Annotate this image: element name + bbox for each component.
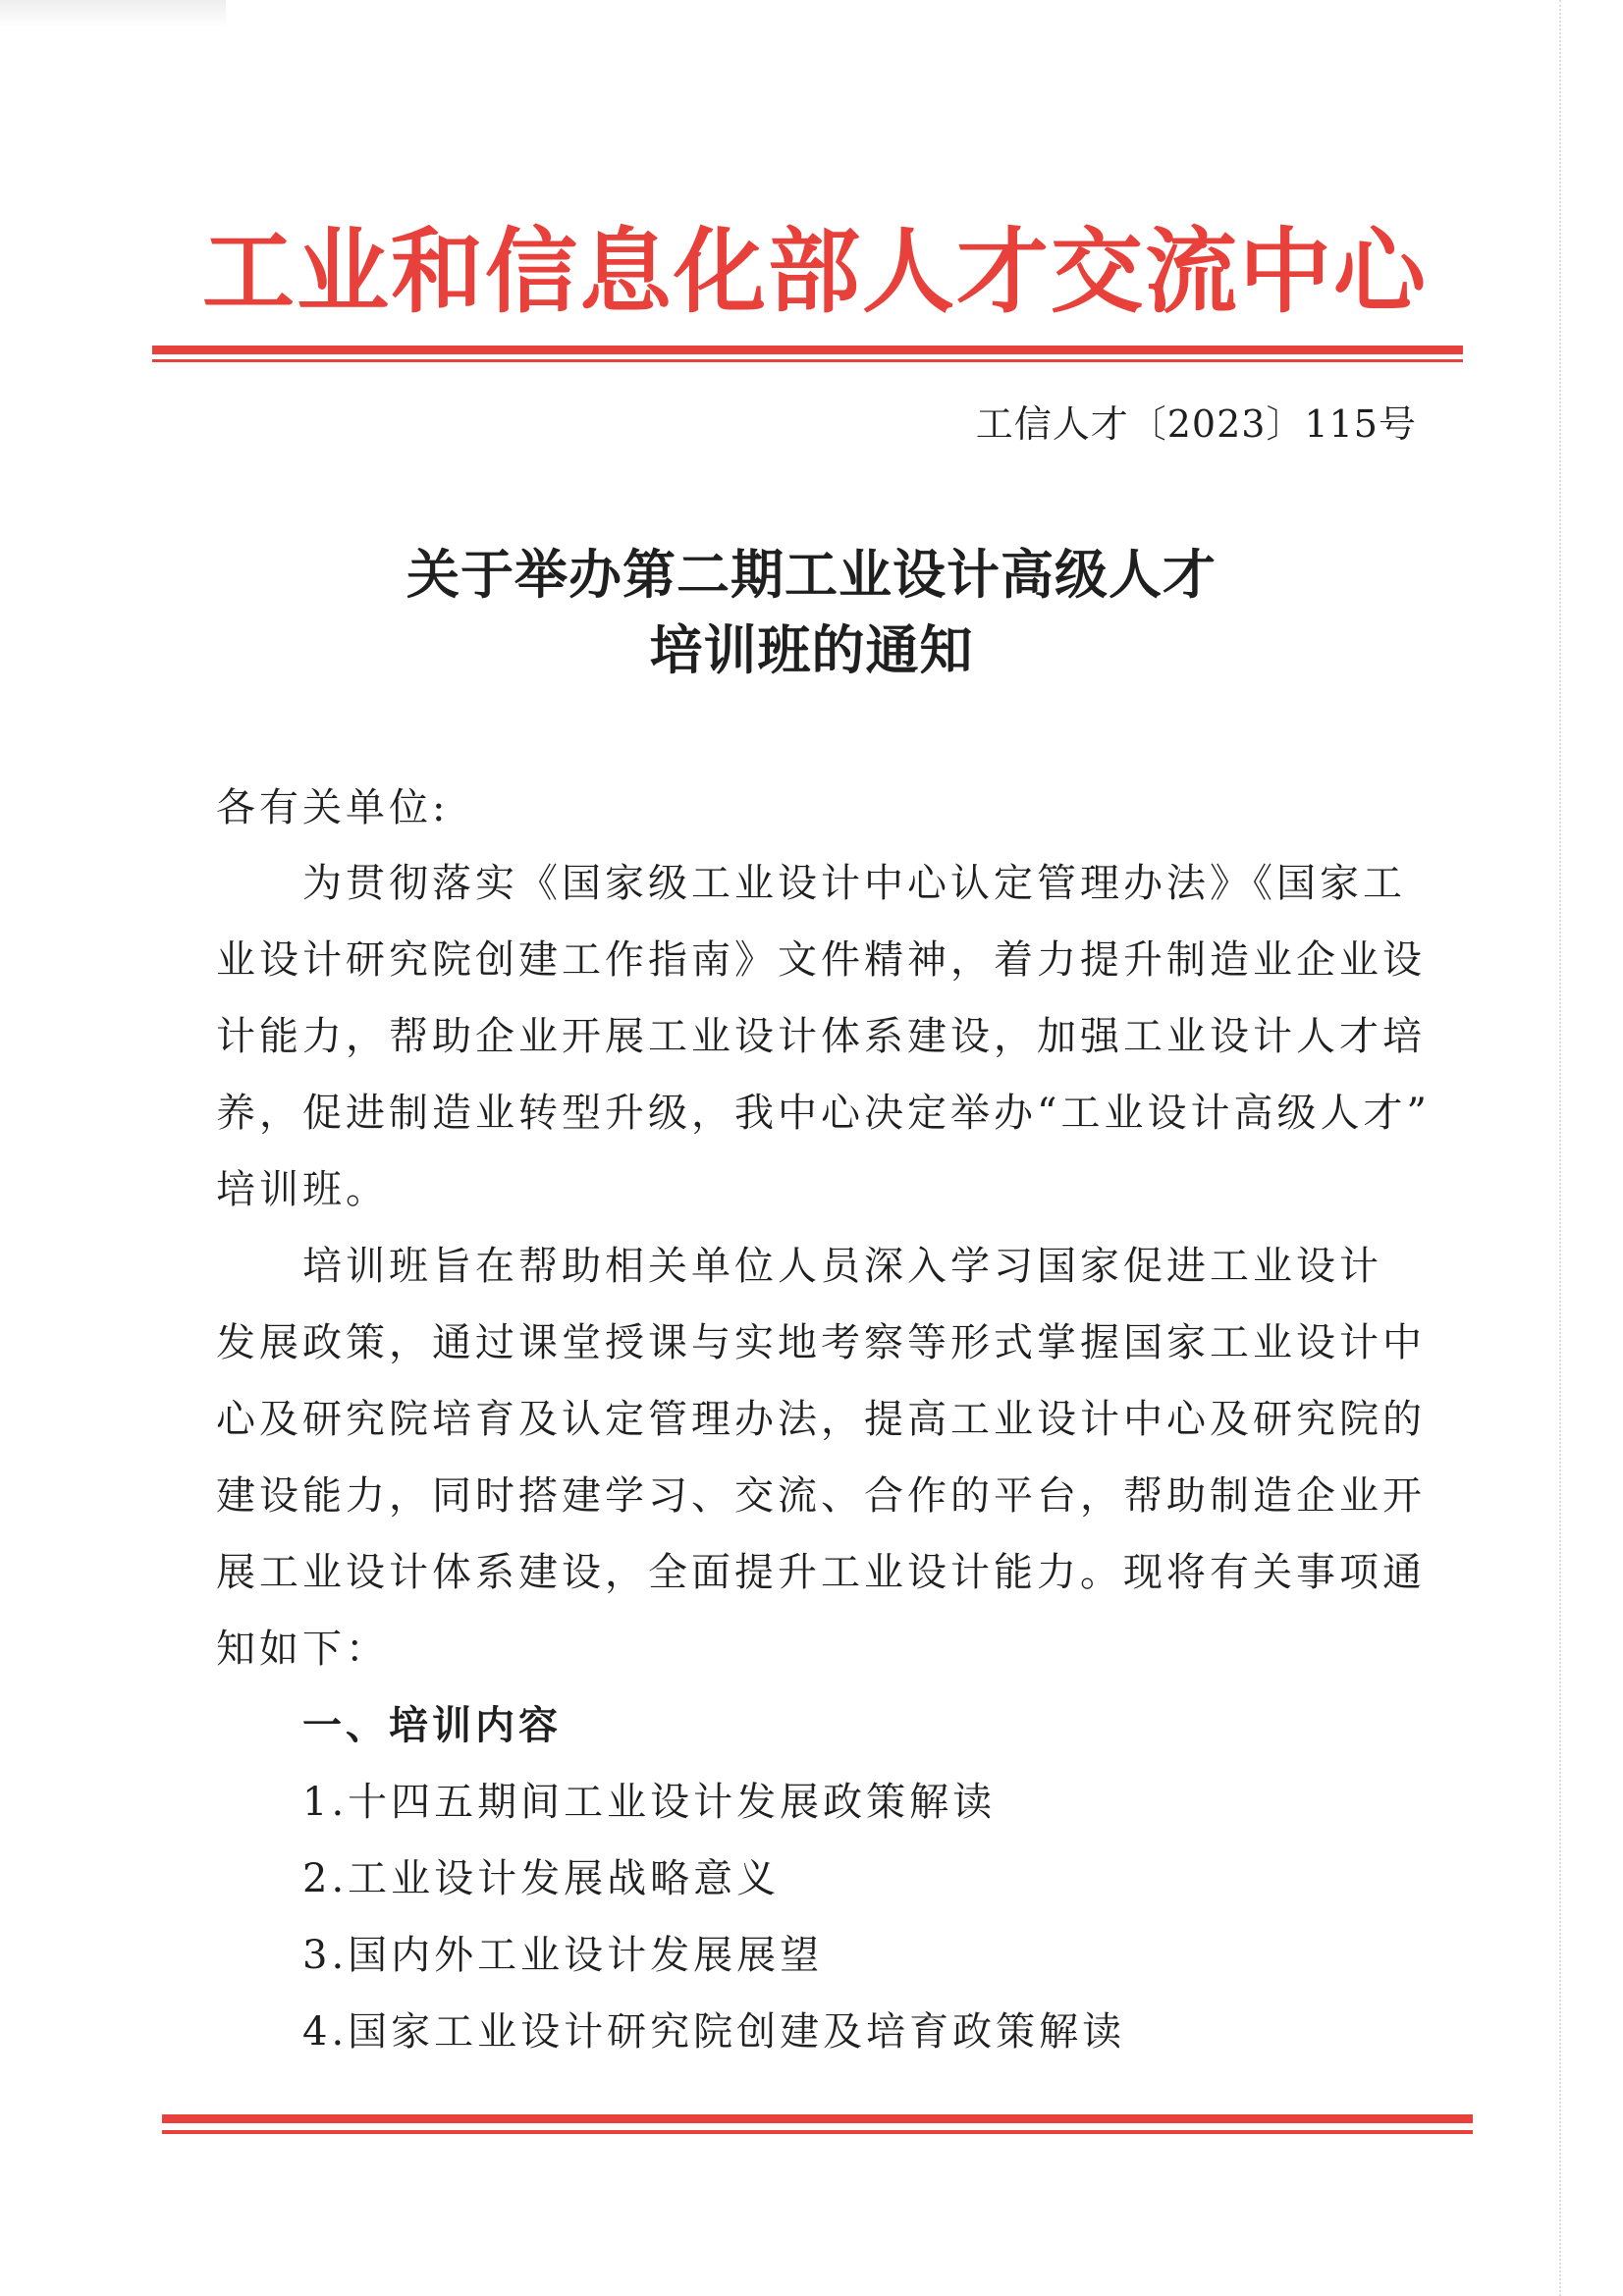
section-1-item: 2.工业设计发展战略意义 <box>302 1856 781 1901</box>
paragraph-2-line: 展工业设计体系建设，全面提升工业设计能力。现将有关事项通 <box>216 1550 1426 1595</box>
paragraph-2-line: 心及研究院培育及认定管理办法，提高工业设计中心及研究院的 <box>216 1397 1426 1442</box>
paragraph-1-line: 计能力，帮助企业开展工业设计体系建设，加强工业设计人才培 <box>216 1014 1426 1059</box>
footer-red-rule-thin <box>162 2130 1473 2134</box>
section-1-item: 3.国内外工业设计发展展望 <box>302 1933 824 1978</box>
document-number: 工信人才〔2023〕115号 <box>975 402 1417 446</box>
salutation: 各有关单位: <box>216 785 450 830</box>
document-title-line-2: 培训班的通知 <box>649 619 974 681</box>
document-title-line-1: 关于举办第二期工业设计高级人才 <box>406 544 1217 606</box>
paragraph-2-line: 建设能力，同时搭建学习、交流、合作的平台，帮助制造企业开 <box>216 1473 1426 1519</box>
paragraph-2-line: 培训班旨在帮助相关单位人员深入学习国家促进工业设计 <box>302 1244 1382 1289</box>
paragraph-1-line: 为贯彻落实《国家级工业设计中心认定管理办法》《国家工 <box>302 861 1406 906</box>
paragraph-1-line: 养，促进制造业转型升级，我中心决定举办“工业设计高级人才” <box>216 1091 1431 1136</box>
paragraph-2-line: 发展政策，通过课堂授课与实地考察等形式掌握国家工业设计中 <box>216 1320 1426 1365</box>
document-body <box>216 0 1431 2296</box>
scan-edge-marks <box>1559 0 1591 2296</box>
section-1-heading: 一、培训内容 <box>302 1703 562 1748</box>
section-1-item: 4.国家工业设计研究院创建及培育政策解读 <box>302 2009 1126 2055</box>
paragraph-1-line: 业设计研究院创建工作指南》文件精神，着力提升制造业企业设 <box>216 937 1426 983</box>
scan-shadow <box>0 0 226 27</box>
section-1-item: 1.十四五期间工业设计发展政策解读 <box>302 1780 997 1825</box>
paragraph-2-line: 知如下： <box>216 1627 389 1672</box>
footer-red-rule-thick <box>162 2114 1473 2123</box>
paragraph-1-line: 培训班。 <box>216 1167 389 1212</box>
letterhead-org-name: 工业和信息化部人才交流中心 <box>201 219 1428 326</box>
